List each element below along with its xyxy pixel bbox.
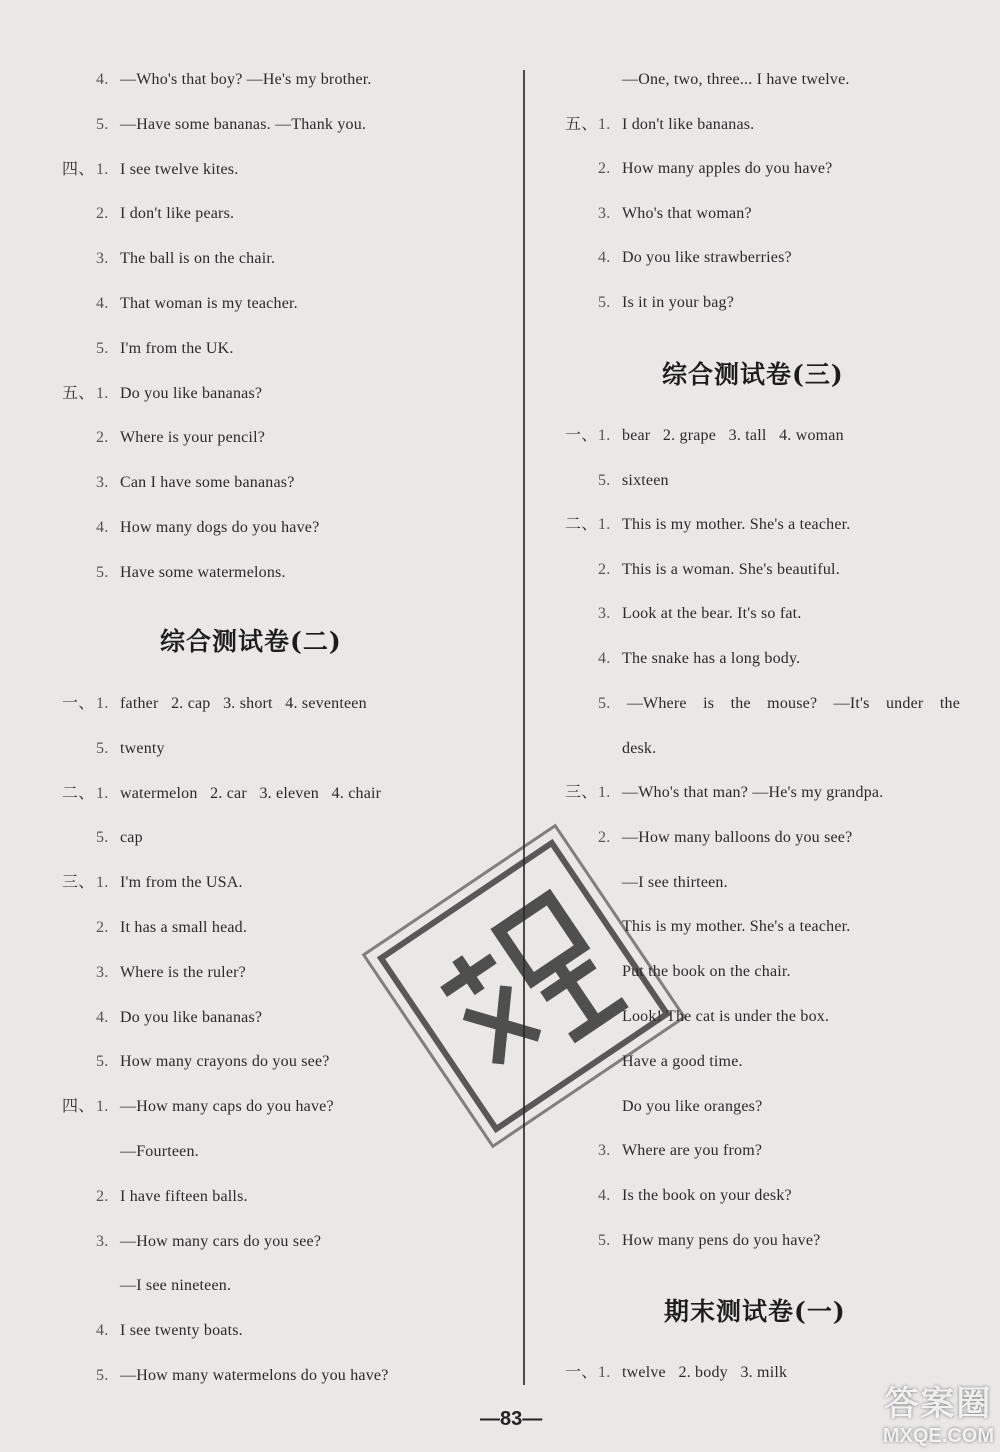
question-group-label: 三、 <box>62 874 95 892</box>
answer-text: Is it in your bag? <box>622 294 735 311</box>
answer-text: This is my mother. She's a teacher. <box>622 516 851 534</box>
item-number: 5. <box>598 294 611 311</box>
answer-text: —One, two, three... I have twelve. <box>622 71 850 88</box>
question-group-label: 一、 <box>62 695 95 712</box>
answer-text: —I see thirteen. <box>622 873 728 891</box>
item-number: 5. <box>96 1053 109 1071</box>
item-number: 5. <box>598 1232 611 1249</box>
answer-text: bear 2. grape 3. tall 4. woman <box>622 427 844 444</box>
answer-word: mouse? <box>767 695 818 712</box>
item-number: 4. <box>96 295 109 312</box>
answer-text: cap <box>120 829 143 847</box>
section-heading-final: 期末测试卷(一) <box>664 1297 846 1326</box>
site-watermark <box>883 1376 994 1448</box>
item-number: 4. <box>598 249 611 267</box>
answer-word: 5. <box>598 695 611 712</box>
item-number: 5. <box>96 829 109 847</box>
answer-text: —Fourteen. <box>120 1143 199 1160</box>
answer-text: This is my mother. She's a teacher. <box>622 918 851 936</box>
answer-text: That woman is my teacher. <box>120 295 298 312</box>
item-number: 3. <box>96 250 109 268</box>
item-number: 1. <box>598 1364 611 1381</box>
answer-text: I have fifteen balls. <box>120 1187 248 1205</box>
answer-text: Do you like strawberries? <box>622 249 792 267</box>
item-number: 2. <box>96 919 109 936</box>
answer-text: —How many watermelons do you have? <box>120 1367 389 1384</box>
answer-text: I see twenty boats. <box>120 1322 243 1340</box>
answer-text: I'm from the UK. <box>120 339 234 357</box>
question-group-label: 二、 <box>565 516 598 534</box>
answer-text: How many apples do you have? <box>622 160 833 178</box>
answer-word: the <box>939 695 960 712</box>
answer-text: —Who's that boy? —He's my brother. <box>120 71 372 88</box>
answer-text: Can I have some bananas? <box>120 474 295 492</box>
section-heading-2: 综合测试卷(二) <box>160 627 342 656</box>
item-number: 4. <box>96 1322 109 1340</box>
answer-text: desk. <box>622 740 657 757</box>
question-group-label: 五、 <box>62 384 95 402</box>
item-number: 1. <box>96 784 109 802</box>
answer-text: —How many balloons do you see? <box>622 828 853 846</box>
item-number: 2. <box>96 205 109 223</box>
answer-text: Do you like bananas? <box>120 1008 263 1026</box>
answer-text: Do you like oranges? <box>622 1097 763 1115</box>
answer-text: How many crayons do you see? <box>120 1053 330 1071</box>
answer-text: Have a good time. <box>622 1052 743 1070</box>
item-number: 1. <box>598 516 611 534</box>
answer-text: sixteen <box>622 471 669 489</box>
answer-text: The snake has a long body. <box>622 650 801 667</box>
question-group-label: 一、 <box>565 427 598 444</box>
watermark-url: MXQE.COM <box>882 1425 994 1447</box>
answer-text: Is the book on your desk? <box>622 1187 792 1205</box>
answer-text: Put the book on the chair. <box>622 963 791 981</box>
item-number: 1. <box>96 160 109 178</box>
item-number: 4. <box>96 71 109 88</box>
answer-text: twenty <box>120 739 165 757</box>
answer-text: watermelon 2. car 3. eleven 4. chair <box>120 784 382 802</box>
question-group-label: 五、 <box>565 115 598 133</box>
item-number: 2. <box>598 160 611 178</box>
answer-word: is <box>703 695 715 712</box>
answer-text: twelve 2. body 3. milk <box>622 1364 788 1381</box>
answer-text: I'm from the USA. <box>120 874 243 892</box>
item-number: 4. <box>96 519 109 536</box>
question-group-label: 三、 <box>565 784 598 801</box>
item-number: 1. <box>96 384 109 402</box>
item-number: 5. <box>96 339 109 357</box>
watermark-logo: 答案圈 <box>884 1385 993 1423</box>
answer-text: Where are you from? <box>622 1142 763 1160</box>
answer-text: Where is the ruler? <box>120 963 246 981</box>
item-number: 5. <box>96 115 109 133</box>
answer-text: Do you like bananas? <box>120 384 263 402</box>
item-number: 2. <box>96 429 109 447</box>
question-group-label: 四、 <box>62 1098 95 1116</box>
answer-text: Look at the bear. It's so fat. <box>622 605 802 623</box>
item-number: 2. <box>598 828 611 846</box>
answer-text: I don't like bananas. <box>622 115 755 133</box>
item-number: 3. <box>598 605 611 623</box>
answer-text: The ball is on the chair. <box>120 250 276 268</box>
answer-text: How many pens do you have? <box>622 1232 821 1249</box>
item-number: 1. <box>96 695 109 712</box>
item-number: 2. <box>598 560 611 578</box>
page-number: —83— <box>480 1408 543 1430</box>
item-number: 1. <box>96 874 109 892</box>
column-divider <box>523 70 525 1385</box>
item-number: 5. <box>96 739 109 757</box>
item-number: 3. <box>96 474 109 492</box>
answer-word: under <box>885 695 924 712</box>
answer-text: —I see nineteen. <box>120 1277 232 1295</box>
item-number: 3. <box>96 1232 109 1250</box>
answer-text: Have some watermelons. <box>120 563 286 581</box>
answer-text: How many dogs do you have? <box>120 519 320 536</box>
answer-text: —Have some bananas. —Thank you. <box>120 115 367 133</box>
answer-text: —Who's that man? —He's my grandpa. <box>622 784 884 801</box>
answer-word: —Where <box>626 695 687 712</box>
answer-text: It has a small head. <box>120 919 248 936</box>
item-number: 1. <box>598 784 611 801</box>
question-group-label: 四、 <box>62 160 95 178</box>
item-number: 5. <box>96 1367 109 1384</box>
answer-text: —How many caps do you have? <box>120 1098 334 1116</box>
item-number: 4. <box>598 650 611 667</box>
answer-text: —How many cars do you see? <box>120 1232 322 1250</box>
answer-text: Where is your pencil? <box>120 429 266 447</box>
question-group-label: 二、 <box>62 784 95 802</box>
section-heading-3: 综合测试卷(三) <box>662 360 844 389</box>
answer-word: the <box>730 695 751 712</box>
answer-text: This is a woman. She's beautiful. <box>622 560 840 578</box>
item-number: 1. <box>598 427 611 444</box>
item-number: 5. <box>96 563 109 581</box>
item-number: 1. <box>96 1098 109 1116</box>
answer-text-justified <box>598 693 960 715</box>
item-number: 3. <box>598 204 611 222</box>
answer-text: I don't like pears. <box>120 205 235 223</box>
item-number: 2. <box>96 1187 109 1205</box>
answer-text: father 2. cap 3. short 4. seventeen <box>120 695 367 712</box>
answer-text: Who's that woman? <box>622 204 752 222</box>
item-number: 3. <box>598 1142 611 1160</box>
item-number: 4. <box>598 1187 611 1205</box>
question-group-label: 一、 <box>565 1364 598 1381</box>
answer-text: Look! The cat is under the box. <box>622 1008 830 1025</box>
item-number: 1. <box>598 115 611 133</box>
item-number: 4. <box>96 1008 109 1026</box>
answer-word: —It's <box>833 695 870 712</box>
item-number: 5. <box>598 471 611 489</box>
answer-text: I see twelve kites. <box>120 160 239 178</box>
item-number: 3. <box>96 963 109 981</box>
